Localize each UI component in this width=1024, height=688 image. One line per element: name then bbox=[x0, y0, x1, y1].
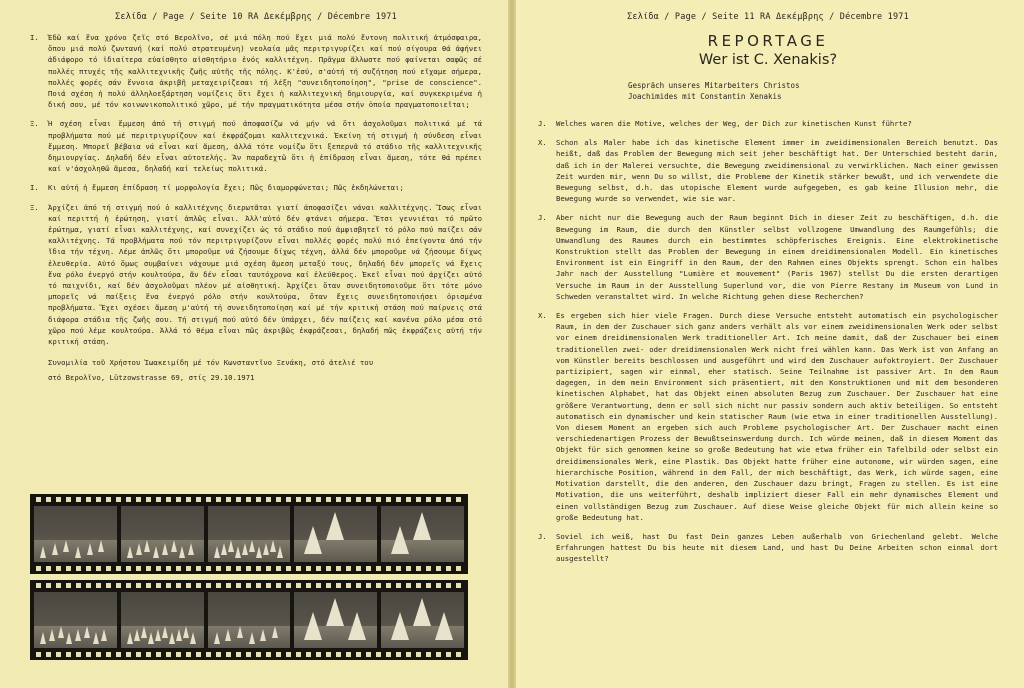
speaker-initial: J. bbox=[538, 213, 547, 223]
film-frame bbox=[294, 592, 377, 648]
page-header-right: Σελίδα / Page / Seite 11 RA Δεκέμβρης / Décembre 1971 bbox=[627, 12, 909, 22]
paragraph-text: Ἀρχίζει ἀπό τή στιγμή πού ὁ καλλιτέχνης διερωτᾶται γιατί ἀποφασίζει νάναι καλλιτέχνης. Ἴσως εἶναι καί περιττή ἡ ἐρώτηση, γιατί ἁπλῶς εἶναι. Ἀλλ'αὐτό δέν φτάνει σήμερα. Ἔτσι γεννιέται τό πρῶτο ἐρώτημα, γιατί εἶναι καλλιτέχνης, καί συνεχίζει ὡς τό στάδιο πού ἀμφισβητεῖ τό ρόλο πού παίζει σάν καλλιτέχνης. Τά προβλήματα πού τόν περιτριγυρίζουν εἶναι πολλές φορές πολύ πιό ἐπείγοντα ἀπό τήν ἴδια τήν τέχνη. Λέμε ἁπλῶς ὅτι μποροῦμε νά ζήσουμε δίχως τέχνη, ἀλλά δέν μποροῦμε νά ζήσουμε δίχως ἐλευθερία. Αὐτό ὅμως συμβαίνει νάχουμε μιά σχέση ἄμεση μεταξύ τους, δηλαδή δέν μπορεῖς νά ἔχεις ἕνα ρόλο ἐνεργό στήν κουλτούρα, ἄν δέν εἶσαι ταυτόχρονα καί ἐλεύθερος. Ἐκεῖ εἶναι πού ἀρχίζει αὐτό τό παιχνίδι, καί δέν ἀσχολοῦμαι πλέον μέ αἰσθητική. Ἀρχίζει ὅταν συνειδητοποιοῦμε ὅτι τότε μόνο μπορεῖς νά παίξεις ἕνα ἐνεργό ρόλο στήν κουλτούρα, ὅταν ἔχεις συνειδητοποιήσει ὁρισμένα προβλήματα. Ἔχει σχέσει ἄμεση μ'αὐτή τή συνειδητοποίηση καί μέ τήν κριτική στάση πού παίρνεις στά διάφορα στάδια τῆς ζωῆς σου. Τή στιγμή πού αὐτό δέν ὑπάρχει, δέν παίζεις καί κανένα ρόλο μέσα στό χῶρο πού λέμε κουλτούρα. Ἀλλά τό θέμα εἶναι πῶς ἀκριβῶς ἐκφράζεσαι, δηλαδή πῶς ἐκφράζεις αὐτή τήν κριτική στάση. bbox=[48, 202, 482, 347]
speaker-initial: J. bbox=[538, 531, 547, 541]
film-frame bbox=[208, 506, 291, 562]
speaker-initial: X. bbox=[538, 311, 547, 321]
paragraph-text: Κι αὐτή ἡ ἔμμεση ἐπίδραση τί μορφολογία ἔχει; Πῶς διαμορφώνεται; Πῶς ἐκδηλώνεται; bbox=[48, 183, 404, 193]
speaker-initial: X. bbox=[538, 138, 547, 148]
interview-paragraph bbox=[30, 32, 482, 110]
left-interview-text bbox=[30, 32, 482, 347]
intro-line-2: Joachimides mit Constantin Xenakis bbox=[628, 92, 782, 101]
interview-paragraph bbox=[30, 118, 482, 174]
interview-paragraph bbox=[538, 137, 998, 204]
film-strip-top bbox=[30, 494, 468, 574]
closing-line-1: Συνομιλία τοῦ Χρήστου Ἰωακειμίδη μέ τόν Κωνσταντῖνο Ξενάκη, στό ἀτελιέ του bbox=[48, 358, 374, 368]
film-strip-bottom bbox=[30, 580, 468, 660]
reportage-subtitle: Wer ist C. Xenakis? bbox=[698, 52, 838, 68]
film-strip-photo bbox=[30, 494, 468, 666]
paragraph-text: Es ergeben sich hier viele Fragen. Durch diese Versuche entsteht automatisch ein psychologischer Raum, in dem der Zuschauer sich ganz anders verhält als vor einem zweidimensionalen Werk oder selbst vor einem dreidimensionalen Werk traditioneller Art. Ich meine damit, daß der Zuschauer bei einem traditionellen zwei- oder dreidimensionalen Werk nicht frei wählen kann. Das Werk ist von Anfang an vom Künstler bereits beschlossen und ausgeführt und wird dem Zuschauer aufoktroyiert. Der Zuschauer partizipiert, sagen wir einmal, eher statisch. Seine Teilnahme ist passiver Art. In dem Raum dagegen, in dem mein Environment sich präsentiert, mit den Konstruktionen und mit dem besonderen kinetischen Alphabet, hat das Objekt einen absoluten Bezug zum Zuschauer. Der Zuschauer hat eine größere Verantwortung, denn er soll sich nicht nur passiv sondern auch aktiv beteiligen. So entsteht automatisch ein dynamischer und kein statischer Raum (wie etwa in einer traditionellen Ausstellung). Von diesem Moment an ergeben sich auch Probleme psychologischer Art. Der Zuschauer macht einen verschiedenartigen Prozess der Bewußtseinswerdung durch. Ich würde meinen, daß in diesem Moment das Objekt für sich genommen keine so große Bedeutung hat wie etwa früher ein Tafelbild oder selbst ein dreidimensionales Werk, eine Plastik. Das Objekt hatte früher eine autonome, wir würden sagen, eine hierarchische Position, während in dem Fall, der mich beschäftigt, das Werk, ich würde sagen, eine Motivation darstellt, die den anderen, den Zuschauer dazu bringt, Fragen zu stellen. Es ist eine Motivation, die uns weiterführt, deshalb impliziert dieser Fall ein mehr dynamisches Element und einen vollständigen Bezug zum Zuschauer. Auf diese Weise gleiche Objekt für mich allein keine so große Bedeutung hat. bbox=[556, 311, 998, 522]
interview-paragraph bbox=[538, 212, 998, 302]
film-frame bbox=[121, 592, 204, 648]
reportage-title: REPORTAGE bbox=[707, 32, 829, 50]
right-interview-text bbox=[538, 118, 998, 565]
paragraph-text: Schon als Maler habe ich das kinetische Element immer im zweidimensionalen Bereich benutzt. Das heißt, daß das Problem der Bewegung mich seit jeher beschäftigt hat. Der Unterschied besteht darin, daß ich in der Malerei versuchte, die Bewegung zweidimensional zu verwirklichen. Nach einer gewissen Zeit wurden mir, wenn Du so willst, die Probleme der Kinetik stärker bewußt, und ich verwendete die Bewegung selbst, d.h. das utopische Element wurde aufgegeben, es gab keine Illusion mehr, die Bewegung wurde so verwendet, wie sie war. bbox=[556, 138, 998, 204]
intro-line-1: Gespräch unseres Mitarbeiters Christos bbox=[628, 81, 800, 90]
speaker-initial: Ξ. bbox=[30, 202, 39, 212]
interview-paragraph bbox=[538, 310, 998, 523]
film-frame bbox=[34, 506, 117, 562]
reportage-title-block bbox=[538, 32, 998, 68]
film-frame bbox=[34, 592, 117, 648]
film-frame bbox=[208, 592, 291, 648]
film-frame bbox=[294, 506, 377, 562]
left-page bbox=[0, 0, 508, 688]
paragraph-text: Soviel ich weiß, hast Du fast Dein ganzes Leben außerhalb von Griechenland gelebt. Welche Erfahrungen hattest Du bis heute mit diesem Land, und hast Du Deine Arbeiten schon einmal dort ausgestellt? bbox=[556, 531, 998, 564]
paragraph-text: Welches waren die Motive, welches der Weg, der Dich zur kinetischen Kunst führte? bbox=[556, 119, 912, 128]
speaker-initial: I. bbox=[30, 183, 39, 193]
speaker-initial: J. bbox=[538, 119, 547, 128]
speaker-initial: Ξ. bbox=[30, 119, 39, 129]
interview-paragraph bbox=[538, 531, 998, 565]
closing-note bbox=[48, 355, 482, 385]
reportage-intro bbox=[628, 80, 998, 102]
paragraph-text: Ἡ σχέση εἶναι ἔμμεση ἀπό τή στιγμή πού ἀποφασίζω νά μήν νά ὅτι ἀσχολοῦμαι πολιτικά μέ τά προβλήματα πού μέ περιτριγυρίζουν καί ἐκφράζομαι καλλιτεχνικά. Ἐκείνη τή στιγμή ἡ σύνδεση εἶναι ἔμμεση. Μπορεῖ βέβαια νά εἶναι καί ἄμεση, ἀλλά τότε νομίζω ὅτι ξεπερνᾶ τό στάδιο τῆς καλλιτεχνικῆς δημιουργίας. Δηλαδή δέν εἶναι αὐτοτελής. Ἄν παραδεχτῶ ὅτι ἡ ἐπίδραση εἶναι ἄμεση, τότε θά πρέπει καί ν'ἀσχοληθῶ ἄμεσα, δηλαδή καί τελείως πολιτικά. bbox=[48, 119, 482, 174]
page-gutter bbox=[508, 0, 516, 688]
interview-paragraph bbox=[30, 182, 482, 193]
interview-paragraph bbox=[538, 118, 998, 129]
page-header-left: Σελίδα / Page / Seite 10 RA Δεκέμβρης / Décembre 1971 bbox=[115, 12, 397, 22]
right-page bbox=[516, 0, 1024, 688]
interview-paragraph bbox=[30, 202, 482, 348]
speaker-initial: I. bbox=[30, 33, 39, 42]
film-frame bbox=[381, 506, 464, 562]
film-frame bbox=[381, 592, 464, 648]
paragraph-text: Ἐδῶ καί ἕνα χρόνο ζεῖς στό Βερολῖνο, σέ μιά πόλη πού ἔχει μιά πολύ ἔντονη πολιτική ἀτμόσφαιρα, ὅπου μιά πολύ ζωντανή (καί πολύ στρατευμένη) νεολαία μᾶς περιτριγυρίζει καί πού σίγουρα θά ἀφήνει ἀδιάφορο τό ἰδιαίτερα εὐαίσθητο αἰσθητήριο ἑνός καλλιτέχνη. Πρᾶγμα ἄλλωστε πού φαίνεται σαφῶς σέ πολλές πτυχές τῆς καλλιτεχνικῆς ζωῆς αὐτῆς τῆς πόλης. Κ'ἐσύ, σ'αὐτή τή συζήτηση πού εἴχαμε σήμερα, πολλές φορές σάν ἔννοια ἀκριβῆ μεταχειρίζεσαι τή λέξη "συνειδητοποίηση", "prise de conscience". Ποιά σχέση ἡ πολύ ἀλληλοεξάρτηση νομίζεις ὅτι ἔχει ἡ καλλιτεχνική δημιουργία, καί συγκεκριμένα ἡ δική σου, μέ τόν κοινωνικοπολιτικό χῶρο, μέ τήν πραγματικότητα μέσα στήν ὁποία πραγματοποιεῖται; bbox=[48, 33, 482, 110]
closing-line-2: στό Βερολῖνο, Lützowstrasse 69, στίς 29.10.1971 bbox=[48, 373, 255, 383]
paragraph-text: Aber nicht nur die Bewegung auch der Raum beginnt Dich in dieser Zeit zu beschäftigen, d.h. die Bewegung im Raum, die durch den Künstler selbst vollzogene Umwandlung des Raumgefühls; die Umwandlung des Raumes durch ein bestimmtes schöpferisches Ereignis. Eine elektrokinetische Konstruktion stellt das Problem der Bewegung in einem dreidimensionalen Modell. Ein kinetisches Environment ist ein Eingriff in den Raum, der den Rahmen eines Objekts sprengt. Schon ein halbes Jahr nach der Ausstellung "Lumière et mouvement" (Paris 1967) stellst Du die ersten derartigen Versuche im Raum in der Ausstellung Superlund vor, die von Pierre Restany im Museum von Lund in Schweden veranstaltet wird. In welche Richtung gehen diese Recherchen? bbox=[556, 213, 998, 301]
film-frame bbox=[121, 506, 204, 562]
